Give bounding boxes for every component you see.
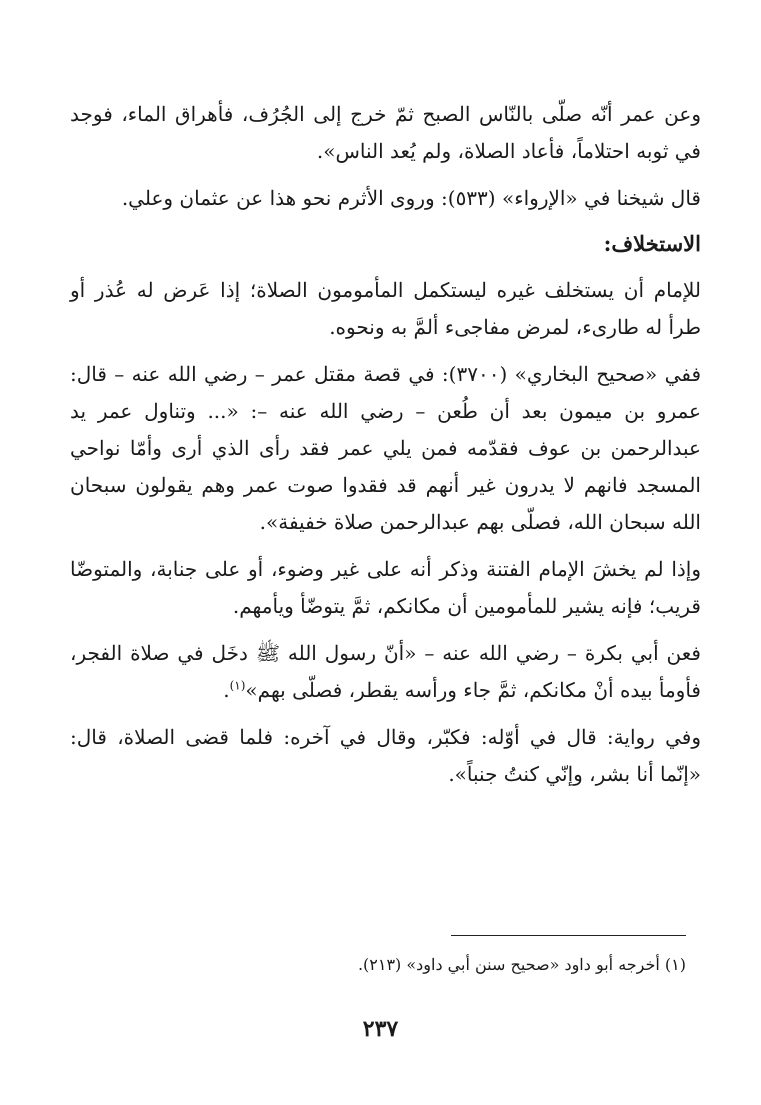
footnote: (١) أخرجه أبو داود «صحيح سنن أبي داود» (٢١٣). (357, 955, 686, 974)
paragraph-istikhlaf-rule: للإمام أن يستخلف غيره ليستكمل المأمومون الصلاة؛ إذا عَرض له عُذر أو طرأ له طارىء، لمرض مفاجىء ألمَّ به ونحوه. (70, 278, 701, 339)
paragraph-imam-wudu: وإذا لم يخشَ الإمام الفتنة وذكر أنه على غير وضوء، أو على جنابة، والمتوضّا قريب؛ فإنه يشير للمأمومين أن مكانكم، ثمَّ يتوضّأ ويأمهم. (70, 557, 701, 618)
page-number: ٢٣٧ (362, 1016, 399, 1042)
footnote-divider (451, 935, 686, 936)
footnote-reference: (١) (229, 678, 246, 693)
abu-bakra-text: فعن أبي بكرة – رضي الله عنه – «أنّ رسول الله ﷺ دخَل في صلاة الفجر، فأومأ بيده أنْ مكانكم، ثمَّ جاء ورأسه يقطر، فصلّى بهم» (70, 641, 701, 702)
page-body (70, 96, 701, 793)
paragraph-other-narration: وفي رواية: قال في أوّله: فكبّر، وقال في آخره: فلما قضى الصلاة، قال: «إنّما أنا بشر، وإنّي كنتُ جنباً». (70, 725, 701, 786)
paragraph-irwa-citation: قال شيخنا في «الإرواء» (٥٣٣): وروى الأثرم نحو هذا عن عثمان وعلي. (121, 186, 701, 210)
section-heading: الاستخلاف: (603, 231, 701, 256)
paragraph-bukhari-hadith: ففي «صحيح البخاري» (٣٧٠٠): في قصة مقتل عمر – رضي الله عنه – قال: عمرو بن ميمون بعد أن طُعن – رضي الله عنه –: «... وتناول عمر يد عبدالرحمن بن عوف فقدّمه فمن يلي عمر فقد رأى الذي أرى وأمّا نواحي المسجد فانهم لا يدرون غير أنهم قد فقدوا صوت عمر وهم يقولون سبحان الله سبحان الله، فصلّى بهم عبدالرحمن صلاة خفيفة». (70, 362, 701, 534)
paragraph-abu-bakra-hadith (70, 635, 701, 709)
paragraph-umar-narration: وعن عمر أنّه صلّى بالنّاس الصبح ثمّ خرج إلى الجُرُف، فأهراق الماء، فوجد في ثوبه احتلاماً، فأعاد الصلاة، ولم يُعد الناس». (70, 102, 701, 163)
abu-bakra-end: . (223, 678, 230, 702)
